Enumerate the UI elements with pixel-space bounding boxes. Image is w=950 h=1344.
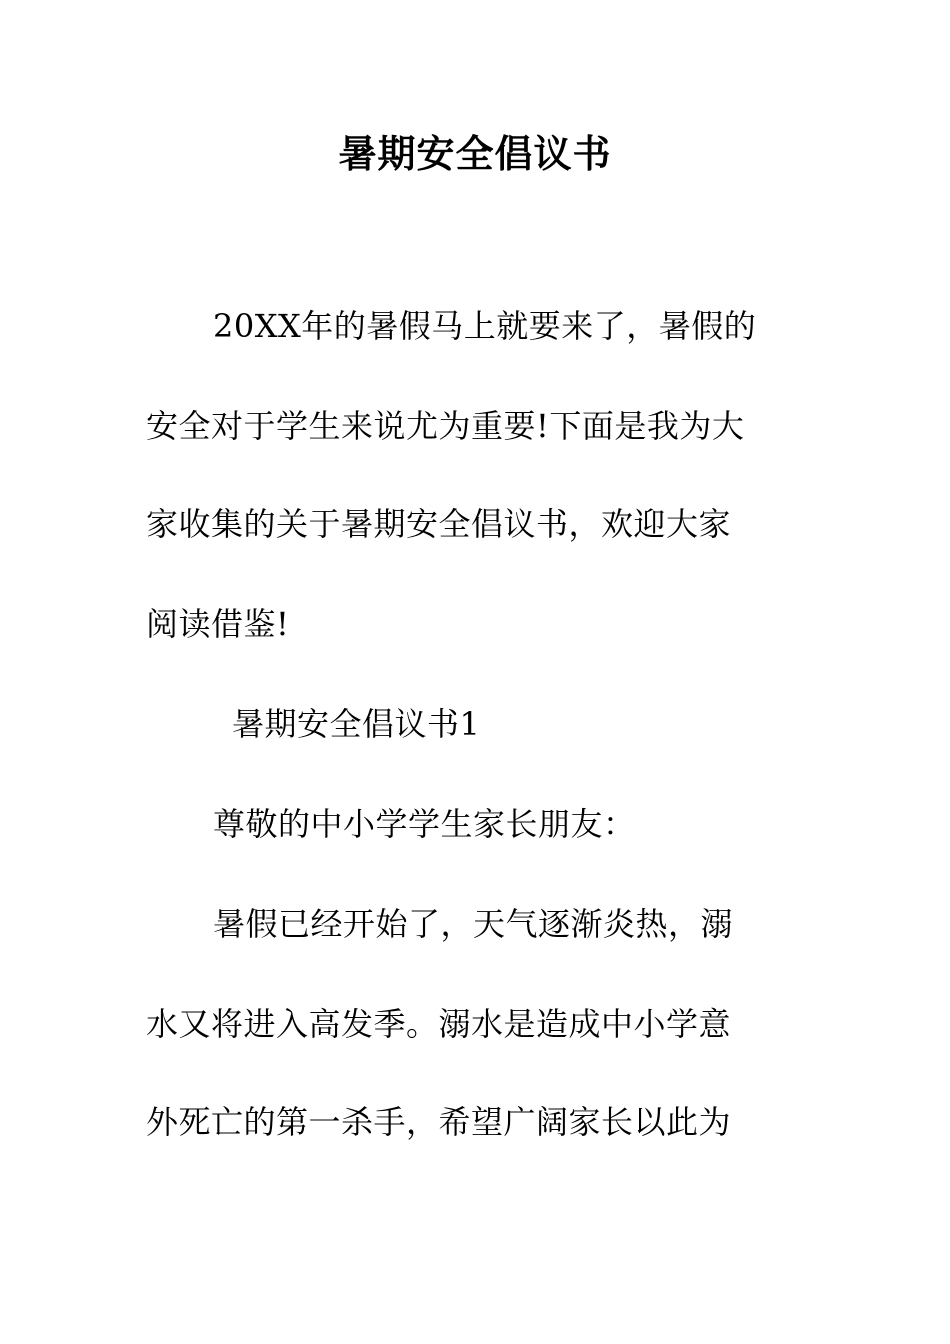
paragraph-line: 水又将进入高发季。溺水是造成中小学意	[146, 1005, 732, 1043]
paragraph-line: 安全对于学生来说尤为重要!下面是我为大	[146, 407, 745, 445]
paragraph-line: 外死亡的第一杀手，希望广阔家长以此为	[146, 1103, 732, 1141]
salutation: 尊敬的中小学学生家长朋友：	[213, 805, 636, 843]
document-title: 暑期安全倡议书	[338, 131, 612, 176]
paragraph-line: 20XX年的暑假马上就要来了，暑假的	[213, 307, 757, 345]
paragraph-line: 阅读借鉴!	[146, 605, 290, 643]
paragraph-line: 家收集的关于暑期安全倡议书，欢迎大家	[146, 505, 732, 543]
paragraph-line: 暑假已经开始了，天气逐渐炎热，溺	[213, 905, 734, 943]
section-heading: 暑期安全倡议书1	[232, 705, 481, 743]
